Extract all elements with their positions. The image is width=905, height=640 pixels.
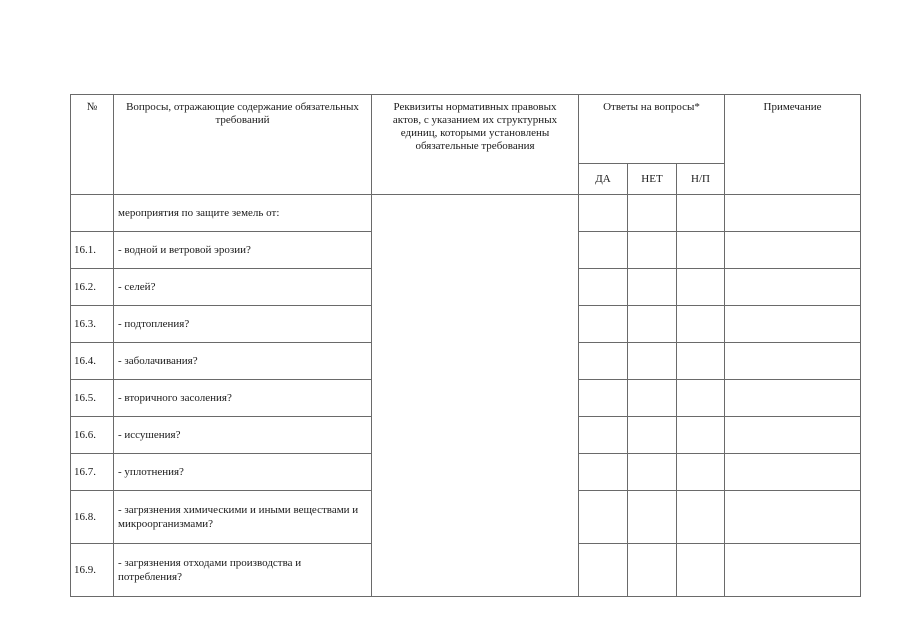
note-cell <box>725 454 861 491</box>
answer-na-cell <box>677 491 725 544</box>
row-number: 16.7. <box>71 454 114 491</box>
answer-yes-cell <box>579 544 628 597</box>
note-cell <box>725 417 861 454</box>
row-intro-text: мероприятия по защите земель от: <box>114 195 372 232</box>
answer-no-cell <box>628 232 677 269</box>
row-question: - водной и ветровой эрозии? <box>114 232 372 269</box>
answer-na-cell <box>677 544 725 597</box>
answer-na-cell <box>677 232 725 269</box>
answer-yes-cell <box>579 306 628 343</box>
answer-yes-cell <box>579 454 628 491</box>
checklist-table <box>70 94 861 597</box>
requisites-cell <box>372 195 579 597</box>
note-cell <box>725 544 861 597</box>
row-number: 16.5. <box>71 380 114 417</box>
header-note: Примечание <box>725 95 861 195</box>
note-cell <box>725 232 861 269</box>
header-row <box>71 95 861 164</box>
answer-no-cell <box>628 195 677 232</box>
row-question: - заболачивания? <box>114 343 372 380</box>
answer-no-cell <box>628 491 677 544</box>
row-question: - загрязнения химическими и иными веществами и микроорганизмами? <box>114 491 372 544</box>
note-cell <box>725 380 861 417</box>
note-cell <box>725 343 861 380</box>
row-number: 16.2. <box>71 269 114 306</box>
note-cell <box>725 195 861 232</box>
note-cell <box>725 491 861 544</box>
answer-na-cell <box>677 195 725 232</box>
row-question: - вторичного засоления? <box>114 380 372 417</box>
row-number: 16.1. <box>71 232 114 269</box>
answer-yes-cell <box>579 380 628 417</box>
answer-no-cell <box>628 380 677 417</box>
answer-na-cell <box>677 269 725 306</box>
answer-no-cell <box>628 269 677 306</box>
header-number: № <box>71 95 114 195</box>
answer-no-cell <box>628 454 677 491</box>
header-answer-no: НЕТ <box>628 164 677 195</box>
row-number: 16.8. <box>71 491 114 544</box>
row-number: 16.3. <box>71 306 114 343</box>
row-number: 16.9. <box>71 544 114 597</box>
answer-yes-cell <box>579 195 628 232</box>
table-row-intro <box>71 195 861 232</box>
header-requisites: Реквизиты нормативных правовых актов, с указанием их структурных единиц, которыми установлены обязательные требования <box>372 95 579 195</box>
answer-no-cell <box>628 306 677 343</box>
answer-na-cell <box>677 343 725 380</box>
answer-no-cell <box>628 544 677 597</box>
answer-yes-cell <box>579 491 628 544</box>
row-number: 16.4. <box>71 343 114 380</box>
row-question: - загрязнения отходами производства и потребления? <box>114 544 372 597</box>
answer-na-cell <box>677 454 725 491</box>
header-answers: Ответы на вопросы* <box>579 95 725 164</box>
row-question: - селей? <box>114 269 372 306</box>
answer-na-cell <box>677 380 725 417</box>
answer-no-cell <box>628 343 677 380</box>
header-question: Вопросы, отражающие содержание обязательных требований <box>114 95 372 195</box>
row-question: - уплотнения? <box>114 454 372 491</box>
answer-no-cell <box>628 417 677 454</box>
header-answer-yes: ДА <box>579 164 628 195</box>
row-number-cell <box>71 195 114 232</box>
row-question: - иссушения? <box>114 417 372 454</box>
header-answer-na: Н/П <box>677 164 725 195</box>
answer-na-cell <box>677 417 725 454</box>
answer-yes-cell <box>579 343 628 380</box>
note-cell <box>725 269 861 306</box>
row-question: - подтопления? <box>114 306 372 343</box>
answer-na-cell <box>677 306 725 343</box>
answer-yes-cell <box>579 417 628 454</box>
row-number: 16.6. <box>71 417 114 454</box>
note-cell <box>725 306 861 343</box>
answer-yes-cell <box>579 232 628 269</box>
answer-yes-cell <box>579 269 628 306</box>
